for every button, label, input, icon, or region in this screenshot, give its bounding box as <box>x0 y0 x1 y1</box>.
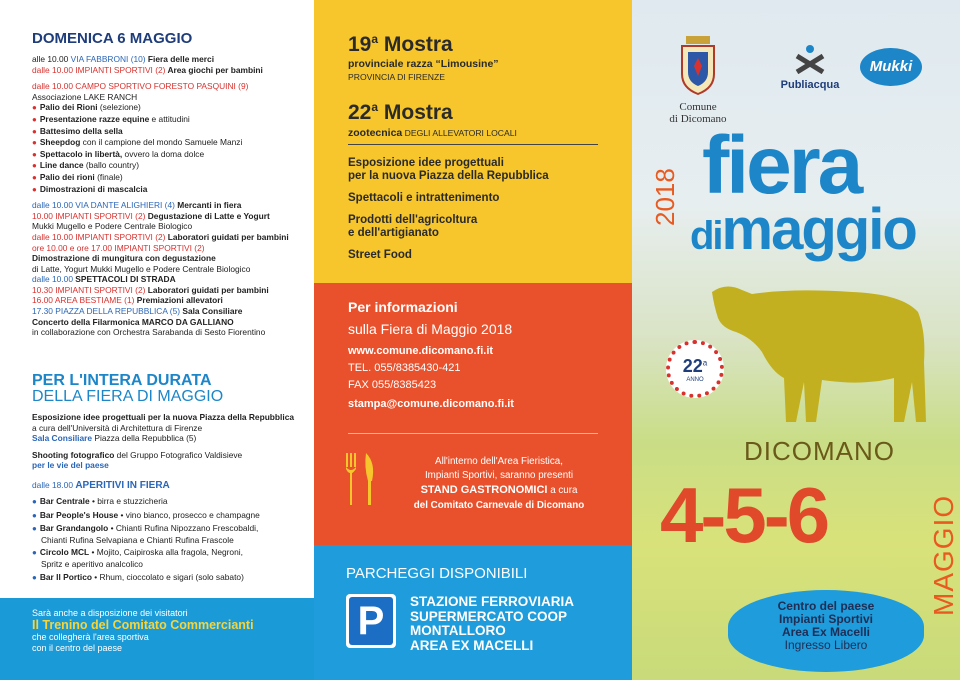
stand-line2: Impianti Sportivi, saranno presenti <box>424 470 574 481</box>
schedule-bullet <box>32 160 304 172</box>
bullet-note: con il campione del mondo Samuele Manzi <box>80 137 243 148</box>
bar-offer: • Mojito, Caipiroska alla fragola, Negroni, <box>89 547 243 558</box>
bar-item <box>32 535 304 546</box>
fiera-title: fiera <box>702 120 861 211</box>
fax-label: FAX <box>348 379 372 391</box>
schedule-event: di Latte, Yogurt Mukki Mugello e Podere Centrale Biologico <box>32 263 251 274</box>
info-tel <box>348 362 461 374</box>
schedule-place: dalle 10.00 IMPIANTI SPORTIVI (2) <box>32 231 166 242</box>
info-website-link[interactable]: www.comune.dicomano.fi.it <box>348 345 494 357</box>
schedule-row <box>32 232 304 243</box>
tel-number[interactable]: 055/8385430-421 <box>374 362 461 374</box>
info-title: Per informazioni <box>348 299 458 315</box>
trenino-line4: con il centro del paese <box>32 643 123 653</box>
info-email-link[interactable]: stampa@comune.dicomano.fi.it <box>348 398 514 410</box>
bullet-dot-icon: ● <box>32 184 37 194</box>
tel-label: TEL. <box>348 362 375 374</box>
aperitivi-time: dalle 18.00 <box>32 480 76 490</box>
bar-offer: • Rhum, cioccolato e sigari (solo sabato) <box>91 571 244 582</box>
bullet-dot-icon: ● <box>32 172 37 182</box>
durata-list <box>32 412 304 471</box>
comune-line1: Comune <box>679 101 717 113</box>
schedule-row <box>32 221 304 232</box>
anni-word: ANNO <box>686 377 704 383</box>
bar-name: Circolo MCL <box>39 547 90 558</box>
bar-item <box>32 547 304 559</box>
bar-item <box>32 572 304 584</box>
fax-number: 055/8385423 <box>371 379 437 391</box>
anni-number: 22 <box>682 356 703 376</box>
anni-sup: a <box>702 358 708 368</box>
publiacqua-icon <box>793 44 827 74</box>
schedule-row <box>32 317 304 328</box>
durata-text: a cura dell'Università di Architettura di Firenze <box>32 422 203 433</box>
location-3: Area Ex Macelli <box>781 625 871 639</box>
bullet-note: (ballo country) <box>83 160 139 171</box>
schedule-event: Degustazione di Latte e Yogurt <box>145 210 270 221</box>
bar-name: Bar Il Portico <box>39 571 92 582</box>
schedule-row <box>32 243 304 254</box>
schedule-place: ore 10.00 e ore 17.00 IMPIANTI SPORTIVI (2) <box>32 242 205 253</box>
bar-item <box>32 510 304 522</box>
schedule-event: Dimostrazione di mungitura con degustazione <box>32 253 216 264</box>
schedule-event: SPETTACOLI DI STRADA <box>72 274 176 285</box>
anniversary-badge <box>666 340 724 398</box>
durata-row <box>32 412 304 423</box>
bullet-note: e attitudini <box>149 113 190 124</box>
bar-dot-icon: ● <box>32 497 37 506</box>
schedule-place: dalle 10.00 VIA DANTE ALIGHIERI (4) <box>32 200 175 211</box>
bar-dot-icon: ● <box>32 510 37 520</box>
comune-logo <box>656 36 740 125</box>
schedule-place: 10.30 IMPIANTI SPORTIVI (2) <box>32 284 146 295</box>
comune-line2: di Dicomano <box>669 113 727 125</box>
year-label: 2018 <box>650 168 680 226</box>
bullet-bold: Presentazione razze equine <box>39 113 150 124</box>
durata-row <box>32 433 304 444</box>
schedule-row <box>32 54 304 65</box>
schedule-bullet <box>32 137 304 149</box>
schedule-event: Laboratori guidati per bambini <box>165 231 289 242</box>
bar-dot-icon: ● <box>32 524 37 534</box>
bullet-dot-icon: ● <box>32 161 37 171</box>
durata-text: per le vie del paese <box>32 460 109 471</box>
schedule-bullet <box>32 184 304 196</box>
aperitivi-title: APERITIVI IN FIERA <box>75 480 170 491</box>
sunday-title: DOMENICA 6 MAGGIO <box>32 30 193 47</box>
mukki-logo: Mukki <box>860 48 922 86</box>
event-item-4: Street Food <box>348 249 412 261</box>
mostra-2-sub-norm: DEGLI ALLEVATORI LOCALI <box>402 128 517 138</box>
mostra-1-title <box>348 32 453 57</box>
publiacqua-logo <box>778 44 842 91</box>
schedule-place: 10.00 IMPIANTI SPORTIVI (2) <box>32 210 146 221</box>
stand-line3 <box>394 483 604 498</box>
event-dates: 4-5-6 <box>660 471 828 559</box>
bar-offer: • vino bianco, prosecco e champagne <box>118 509 260 520</box>
schedule-row <box>32 327 304 338</box>
parking-letter: P <box>349 597 393 645</box>
mostra-2-title <box>348 100 453 125</box>
middle-panel <box>314 0 632 680</box>
bar-item <box>32 496 304 508</box>
schedule-event: Sala Consiliare <box>180 306 243 317</box>
mostra-2-num: 22 <box>348 101 372 124</box>
bar-dot-icon: ● <box>32 572 37 582</box>
durata-row <box>32 450 304 461</box>
divider <box>348 144 598 145</box>
schedule-row <box>32 264 304 275</box>
bar-offer: • birra e stuzzicheria <box>89 496 168 506</box>
schedule-row <box>32 274 304 285</box>
info-fax <box>348 379 436 391</box>
parking-item: SUPERMERCATO COOP <box>410 608 568 624</box>
sunday-schedule <box>32 54 304 338</box>
schedule-row <box>32 65 304 76</box>
schedule-row <box>32 92 304 103</box>
schedule-event: in collaborazione con Orchestra Sarabanda di Sesto Fiorentino <box>32 327 266 338</box>
bullet-bold: Battesimo della sella <box>39 125 123 136</box>
parking-section <box>314 545 632 680</box>
bullet-bold: Dimostrazioni di mascalcia <box>39 183 148 194</box>
bar-offer: Spritz e aperitivo analcolico <box>41 558 143 569</box>
schedule-bullet <box>32 149 304 161</box>
mostra-1-word: Mostra <box>378 33 453 56</box>
stand-highlight: STAND GASTRONOMICI <box>420 484 548 496</box>
bullet-dot-icon: ● <box>32 138 37 148</box>
month-vertical: MAGGIO <box>928 494 959 616</box>
trenino-line1: Sarà anche a disposizione dei visitatori <box>32 608 188 618</box>
schedule-bullet <box>32 126 304 138</box>
mostra-2-word: Mostra <box>378 101 453 124</box>
divider <box>348 433 598 434</box>
left-panel <box>0 0 314 680</box>
event-item-3: Prodotti dell'agricoltura e dell'artigianato <box>348 214 478 239</box>
schedule-row <box>32 200 304 211</box>
location-2: Impianti Sportivi <box>778 612 873 626</box>
bullet-bold: Palio dei rioni <box>39 171 95 182</box>
parking-item: STAZIONE FERROVIARIA <box>410 594 575 609</box>
durata-text: Sala Consiliare <box>32 433 93 444</box>
durata-subtitle: DELLA FIERA DI MAGGIO <box>32 388 224 405</box>
durata-row <box>32 460 304 471</box>
events-section <box>314 0 632 283</box>
parking-item: MONTALLORO <box>410 623 506 638</box>
trenino-line3: che collegherà l'area sportiva <box>32 632 149 642</box>
schedule-place: VIA FABBRONI (10) <box>70 54 146 64</box>
town-name: DICOMANO <box>744 436 895 466</box>
schedule-place: dalle 10.00 IMPIANTI SPORTIVI (2) <box>32 64 166 75</box>
mostra-1-num: 19 <box>348 33 372 56</box>
trenino-box <box>0 598 314 680</box>
schedule-row <box>32 285 304 296</box>
parking-icon <box>346 594 396 648</box>
bullet-dot-icon: ● <box>32 103 37 113</box>
mostra-2-sup: a <box>371 100 379 114</box>
schedule-event: Concerto della Filarmonica MARCO DA GALLIANO <box>32 316 234 327</box>
schedule-place: 17.30 PIAZZA DELLA REPUBBLICA (5) <box>32 306 181 317</box>
maggio-title <box>690 197 916 266</box>
info-section <box>314 283 632 545</box>
location-1: Centro del paese <box>777 599 875 613</box>
parking-list <box>410 595 574 653</box>
schedule-event: Mercanti in fiera <box>174 200 242 211</box>
free-entry: Ingresso Libero <box>784 638 868 652</box>
bullet-bold: Sheepdog <box>39 137 81 148</box>
schedule-pre: alle 10.00 <box>32 54 71 64</box>
durata-text: Shooting fotografico <box>32 449 115 460</box>
locations-badge <box>728 590 924 672</box>
bar-name: Bar Grandangolo <box>39 523 109 534</box>
bullet-bold: Palio dei Rioni <box>39 102 98 113</box>
bullet-note: (finale) <box>94 171 123 182</box>
schedule-bullet <box>32 102 304 114</box>
schedule-pre: Associazione LAKE RANCH <box>32 91 138 102</box>
schedule-event: Laboratori guidati per bambini <box>145 284 269 295</box>
stand-a-cura: a cura <box>547 485 578 496</box>
mostra-1-sub2: PROVINCIA DI FIRENZE <box>348 72 445 82</box>
schedule-row <box>32 253 304 264</box>
schedule-row <box>32 81 304 92</box>
bar-offer: Chianti Rufina Selvapiana e Chianti Rufina Frascole <box>41 534 234 545</box>
durata-row <box>32 423 304 434</box>
publiacqua-name: Publiacqua <box>780 79 840 91</box>
schedule-place: 16.00 AREA BESTIAME (1) <box>32 295 135 306</box>
stand-line1: All'interno dell'Area Fieristica, <box>435 456 563 467</box>
bullet-dot-icon: ● <box>32 126 37 136</box>
cutlery-icon <box>344 453 380 512</box>
right-panel <box>632 0 960 680</box>
di-word: di <box>690 214 722 258</box>
bullet-bold: Line dance <box>39 160 84 171</box>
schedule-row <box>32 306 304 317</box>
schedule-event: Premiazioni allevatori <box>134 295 223 306</box>
bullet-dot-icon: ● <box>32 114 37 124</box>
bar-item <box>32 523 304 535</box>
trenino-line2: Il Trenino del Comitato Commercianti <box>32 618 254 632</box>
schedule-event: Fiera delle merci <box>145 54 215 64</box>
bullet-dot-icon: ● <box>32 149 37 159</box>
bar-name: Bar People's House <box>39 509 119 520</box>
aperitivi-header <box>32 480 304 492</box>
schedule-event: Mukki Mugello e Podere Centrale Biologico <box>32 221 193 232</box>
bullet-note: ovvero la doma dolce <box>122 148 205 159</box>
schedule-place: dalle 10.00 <box>32 274 73 285</box>
durata-rest: Piazza della Repubblica (5) <box>92 433 197 444</box>
bullet-bold: Spettacolo in libertà, <box>39 148 123 159</box>
schedule-row <box>32 211 304 222</box>
durata-rest: del Gruppo Fotografico Valdisieve <box>114 449 243 460</box>
schedule-event: Area giochi per bambini <box>165 64 263 75</box>
event-item-1 <box>348 157 549 183</box>
event-item-1-text: Esposizione idee progettuali per la nuova Piazza della Repubblica <box>348 157 549 182</box>
bar-dot-icon: ● <box>32 548 37 558</box>
parking-title: PARCHEGGI DISPONIBILI <box>346 565 528 582</box>
info-subtitle: sulla Fiera di Maggio 2018 <box>348 321 513 337</box>
schedule-bullet <box>32 172 304 184</box>
durata-title: PER L'INTERA DURATA <box>32 372 212 389</box>
durata-text: Esposizione idee progettuali per la nuova Piazza della Repubblica <box>32 412 295 422</box>
bar-name: Bar Centrale <box>39 496 90 506</box>
coat-of-arms-icon <box>678 36 718 96</box>
schedule-row <box>32 295 304 306</box>
cow-silhouette <box>712 282 952 437</box>
maggio-word: maggio <box>721 197 916 262</box>
bar-item <box>32 559 304 570</box>
parking-item: AREA EX MACELLI <box>410 637 534 653</box>
event-item-2: Spettacoli e intrattenimento <box>348 192 500 204</box>
bullet-note: (selezione) <box>97 102 141 113</box>
mostra-1-sup: a <box>371 32 379 46</box>
bar-offer: • Chianti Rufina Nipozzano Frescobaldi, <box>108 523 259 534</box>
schedule-bullet <box>32 114 304 126</box>
schedule-place: dalle 10.00 CAMPO SPORTIVO FORESTO PASQUINI (9) <box>32 81 249 92</box>
bars-list <box>32 494 304 583</box>
mostra-2-sub <box>348 127 517 139</box>
mostra-1-sub: provinciale razza “Limousine” <box>348 58 499 70</box>
stand-line4: del Comitato Carnevale di Dicomano <box>413 500 585 511</box>
mostra-2-sub-bold: zootecnica <box>348 127 403 139</box>
